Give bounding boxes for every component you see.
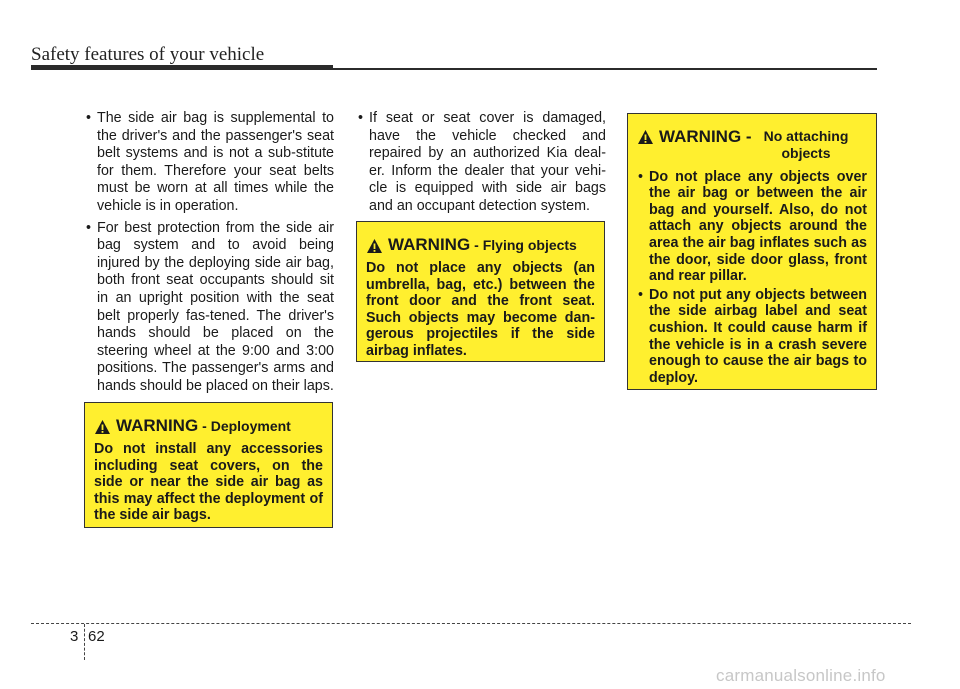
warning-deployment-subtitle: - Deployment [202,418,291,435]
warning-attaching-box [627,113,877,390]
warning-deployment-box [84,402,333,528]
page-header-title: Safety features of your vehicle [31,44,265,65]
warning-flying-subtitle: - Flying objects [474,237,577,254]
column-2 [356,110,606,220]
warning-triangle-icon [637,129,654,145]
warning-flying-box [356,221,605,362]
warning-attaching-subtitle: No attaching objects [763,128,849,161]
bullet-best-protection: • For best protection from the side air bag system and to avoid being injured by the deploying side air bag, both front seat occupants should sit in an upright position with the seat belt properly fas-tened. The driver's hands should be placed on the steering wheel at the 9:00 and 3:00 positions. The passenger's arms and hands should be placed on their laps. [84,220,334,396]
page-chapter-number: 3 [70,628,79,645]
warning-attaching-title [659,128,752,147]
warning-attaching-list [637,169,867,387]
warning-flying-header [366,236,595,254]
warning-deployment-body: Do not install any accessories including seat covers, on the side or near the side air bag as this may affect the deployment of the side air bags. [94,441,323,524]
column-1-bullets [84,110,334,396]
column-2-bullets [356,110,606,216]
warning-deployment-header [94,417,323,435]
warning-triangle-icon [94,419,111,435]
warning-attaching-word: WARNING - [659,127,752,146]
column-1 [84,110,334,400]
bullet-supplemental: • The side air bag is supplemental to the driver's and the passenger's seat belt systems and is not a sub-stitute for them. Therefore your seat belts must be worn at all times while the vehicle is in operation. [84,110,334,216]
warning-attaching-item-1: • Do not place any objects over the air bag or between the air bag and yourself. Also, do not attach any objects around the area the air bag inflates such as the door, side door glass, front and rear pillar. [637,169,867,285]
footer-divider [84,624,85,660]
footer-rule [31,623,911,624]
header-rule-thick [31,65,333,70]
page-number: 62 [88,628,105,645]
bullet-seat-damaged: • If seat or seat cover is damaged, have the vehicle checked and repaired by an authorized Kia deal-er. Inform the dealer that your vehi-cle is equipped with side air bags and an occupant detection system. [356,110,606,216]
header-rule-thin [333,68,877,70]
warning-flying-word: WARNING [388,235,471,254]
watermark-text: carmanualsonline.info [716,666,886,685]
warning-flying-body: Do not place any objects (an umbrella, bag, etc.) between the front door and the front seat. Such objects may become dan-gerous projectiles if the side airbag inflates. [366,260,595,359]
warning-triangle-icon [366,238,383,254]
warning-attaching-item-2: • Do not put any objects between the side airbag label and seat cushion. It could cause harm if the vehicle is in a crash severe enough to cause the air bags to deploy. [637,287,867,387]
warning-deployment-word: WARNING [116,416,199,435]
